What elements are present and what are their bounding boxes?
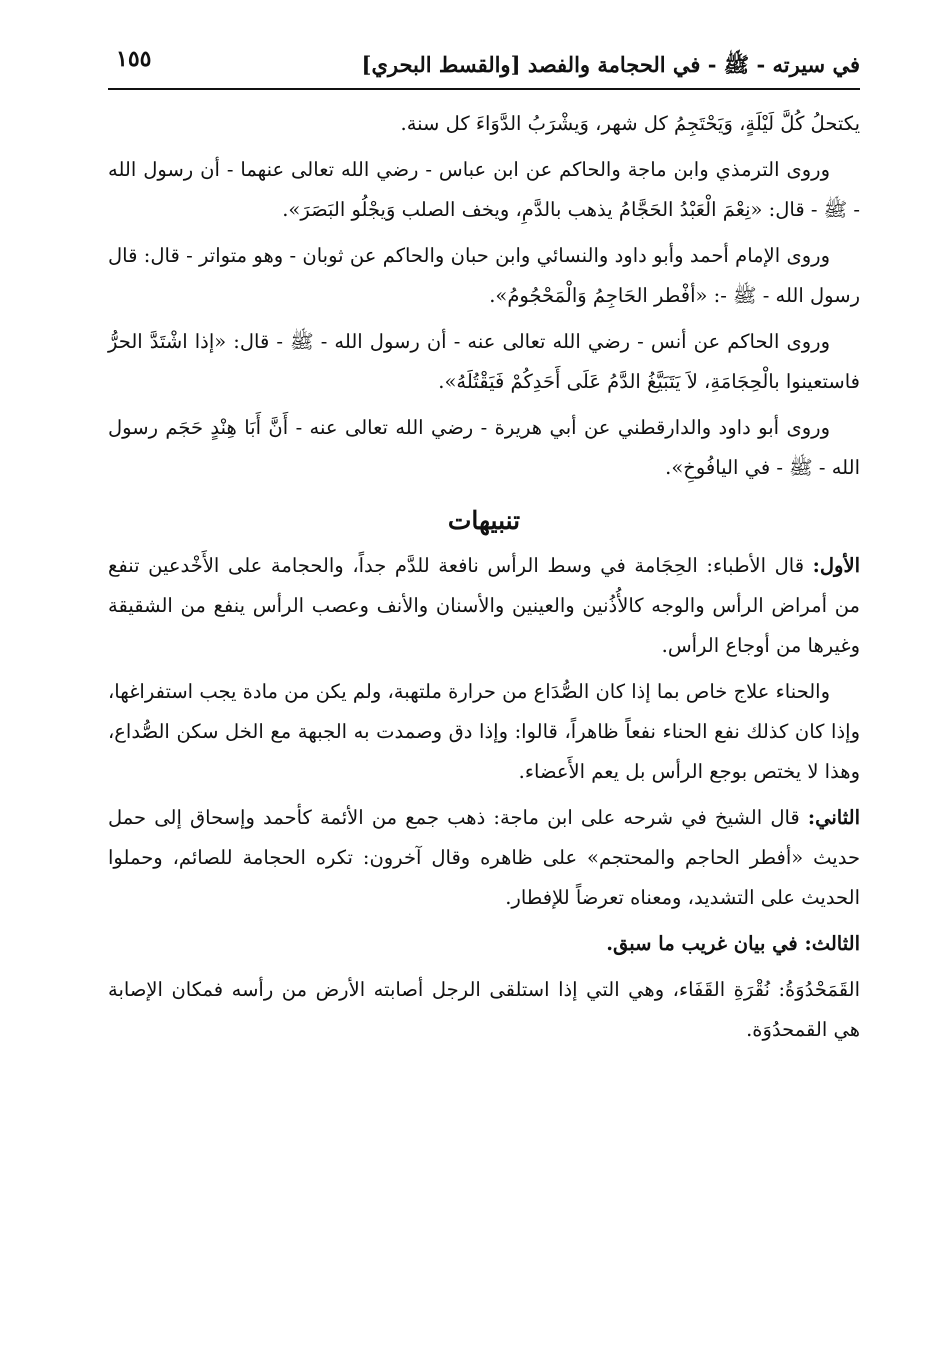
paragraph-kohl: يكتحلُ كُلَّ لَيْلَةٍ، وَيَحْتَجِمُ كل شهر، وَيشْرَبُ الدَّوَاءَ كل سنة.	[400, 112, 860, 135]
running-header	[108, 42, 860, 90]
note-third-heading: الثالث: في بيان غريب ما سبق.	[606, 932, 860, 955]
note-first-lead: الأول:	[812, 554, 860, 577]
paragraph-abu-dawud: وروى أبو داود والدارقطني عن أبي هريرة - رضي الله تعالى عنه - أَنَّ أَبَا هِنْدٍ حَجَم رسول الله - ﷺ - في اليافُوخِ».	[108, 416, 860, 479]
paragraph-henna: والحناء علاج خاص بما إذا كان الصُّدَاع من حرارة ملتهبة، ولم يكن من مادة يجب استفراغها، وإذا كان كذلك نفع الحناء نفعاً ظاهراً، قالوا: وإذا دق وصمدت به الجبهة مع الخل سكن الصُّداع، وهذا لا يختص بوجع الرأس بل يعم الأَعضاء.	[108, 680, 860, 783]
note-second	[108, 798, 860, 918]
page-body	[108, 104, 860, 1056]
section-title: تنبيهات	[447, 506, 521, 535]
paragraph-tirmidhi: وروى الترمذي وابن ماجة والحاكم عن ابن عباس - رضي الله تعالى عنهما - أن رسول الله - ﷺ - قال: «نِعْمَ الْعَبْدُ الحَجَّامُ يذهب بالدَّمِ، ويخف الصلب وَيجْلُو البَصَرَ».	[108, 158, 860, 221]
page-number: ١٥٥	[116, 46, 152, 72]
note-first	[108, 546, 860, 666]
header-title: في سيرته - ﷺ - في الحجامة والفصد [والقسط البحري]	[361, 52, 860, 77]
note-second-text: قال الشيخ في شرحه على ابن ماجة: ذهب جمع من الأئمة كأحمد وإسحاق إلى حمل حديث «أفطر الحاجم والمحتجم» على ظاهره وقال آخرون: تكره الحجامة للصائم، وحملوا الحديث على التشديد، ومعناه تعرضاً للإفطار.	[108, 806, 860, 909]
paragraph-qamahduwa: القَمَحْدُوَةُ: نُقْرَةِ القَفَاء، وهي التي إذا استلقى الرجل أصابته الأرض من رأسه فمكان الإصابة هي القمحدُوَة.	[108, 978, 860, 1041]
note-second-lead: الثاني:	[807, 806, 860, 829]
paragraph-ahmad: وروى الإمام أحمد وأبو داود والنسائي وابن حبان والحاكم عن ثوبان - وهو متواتر - قال: قال رسول الله - ﷺ -: «أفْطر الحَاجِمُ وَالْمَحْجُومُ».	[108, 244, 860, 307]
paragraph-hakim: وروى الحاكم عن أنس - رضي الله تعالى عنه - أن رسول الله - ﷺ - قال: «إذا اشْتَدَّ الحرُّ فاستعينوا بالْحِجَامَةِ، لاَ يَتَبَيَّغُ الدَّمُ عَلَى أَحَدِكُمْ فَيَقْتُلَهُ».	[108, 330, 860, 393]
note-first-text: قال الأطباء: الحِجَامة في وسط الرأس نافعة للدَّم جداً، والحجامة على الأَخْدعين تنفع من أمراض الرأس والوجه كالأُذُنين والعينين والأسنان والأنف وعصب الرأس ينفع من الشقيقة وغيرها من أوجاع الرأس.	[108, 554, 860, 657]
